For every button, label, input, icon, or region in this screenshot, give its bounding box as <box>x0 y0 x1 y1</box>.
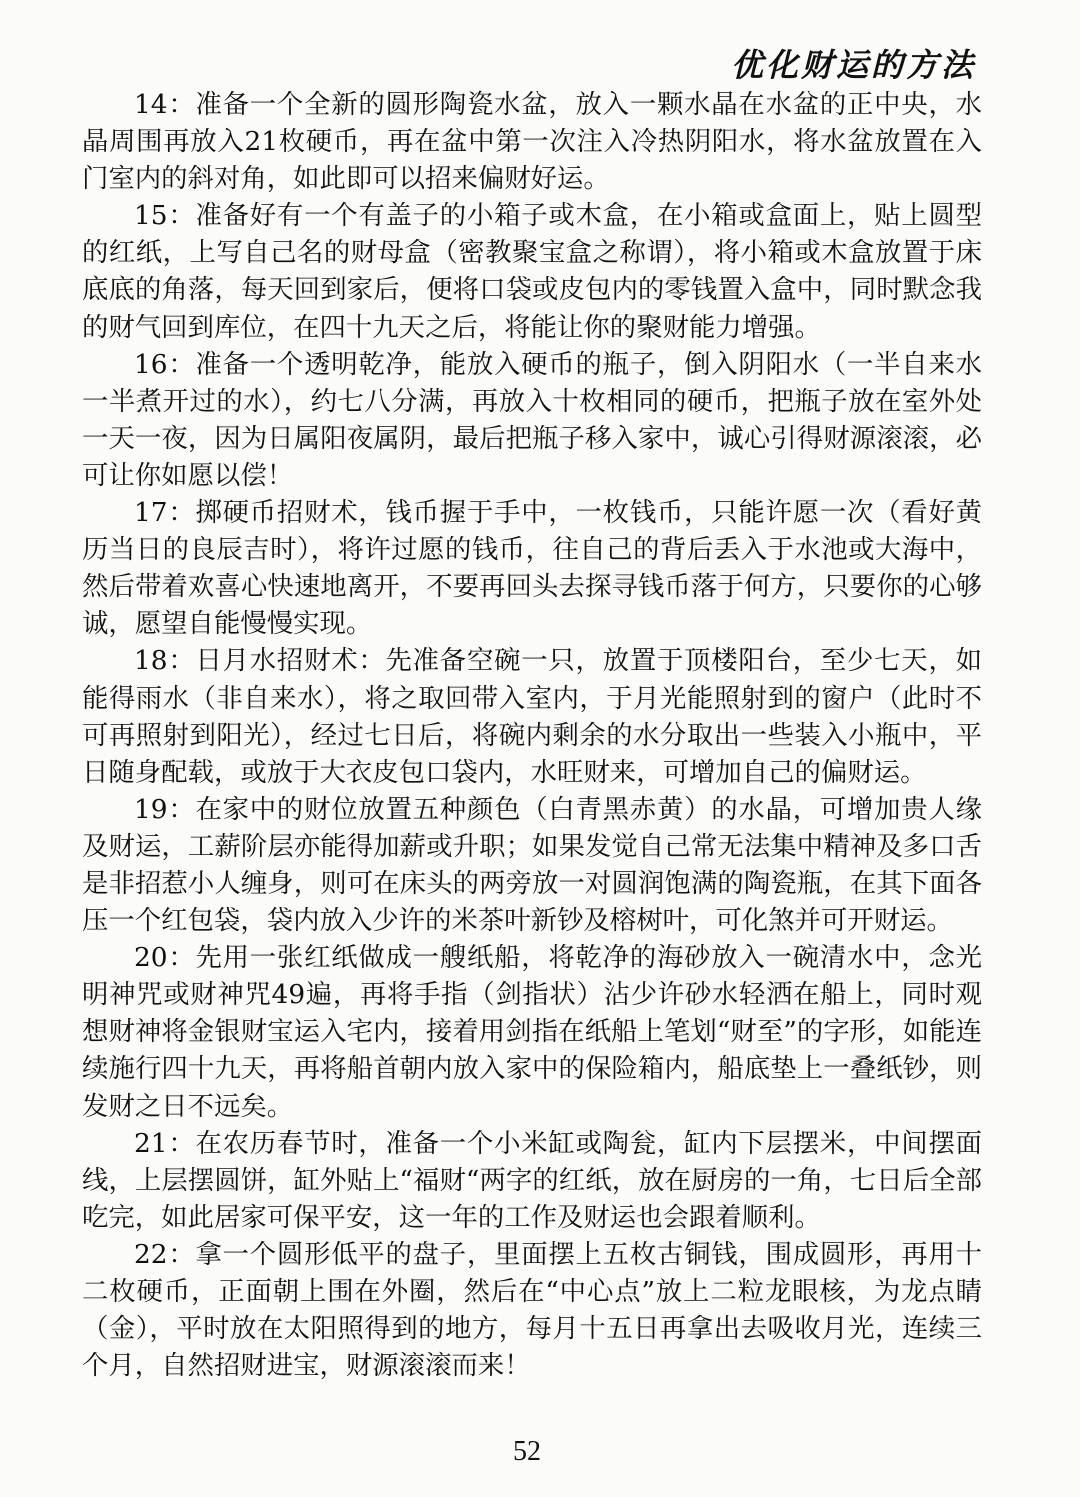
paragraph-19: 19：在家中的财位放置五种颜色（白青黑赤黄）的水晶，可增加贵人缘及财运，工薪阶层亦能得加薪或升职；如果发觉自己常无法集中精神及多口舌是非招惹小人缠身，则可在床头的两旁放一对圆润饱满的陶瓷瓶，在其下面各压一个红包袋，袋内放入少许的米茶叶新钞及榕树叶，可化煞并可开财运。 <box>82 793 982 937</box>
paragraph-14: 14：准备一个全新的圆形陶瓷水盆，放入一颗水晶在水盆的正中央，水晶周围再放入21枚硬币，再在盆中第一次注入冷热阴阳水，将水盆放置在入门室内的斜对角，如此即可以招来偏财好运。 <box>82 89 982 195</box>
paragraph-22: 22：拿一个圆形低平的盘子，里面摆上五枚古铜钱，围成圆形，再用十二枚硬币，正面朝上围在外圈，然后在“中心点”放上二粒龙眼核，为龙点睛（金），平时放在太阳照得到的地方，每月十五日再拿出去吸收月光，连续三个月，自然招财进宝，财源滚滚而来！ <box>82 1238 982 1382</box>
running-header: 优化财运的方法 <box>730 46 976 84</box>
paragraph-20: 20：先用一张红纸做成一艘纸船，将乾净的海砂放入一碗清水中，念光明神咒或财神咒49遍，再将手指（剑指状）沾少许砂水轻洒在船上，同时观想财神将金银财宝运入宅内，接着用剑指在纸船上笔划“财至”的字形，如能连续施行四十九天，再将船首朝内放入家中的保险箱内，船底垫上一叠纸钞，则发财之日不远矣。 <box>82 942 982 1122</box>
paragraph-15: 15：准备好有一个有盖子的小箱子或木盒，在小箱或盒面上，贴上圆型的红纸，上写自己名的财母盒（密教聚宝盒之称谓），将小箱或木盒放置于床底底的角落，每天回到家后，便将口袋或皮包内的零钱置入盒中，同时默念我的财气回到库位，在四十九天之后，将能让你的聚财能力增强。 <box>82 200 982 343</box>
paragraph-18: 18：日月水招财术：先准备空碗一只，放置于顶楼阳台，至少七天，如能得雨水（非自来水），将之取回带入室内，于月光能照射到的窗户（此时不可再照射到阳光），经过七日后，将碗内剩余的水分取出一些装入小瓶中，平日随身配载，或放于大衣皮包口袋内，水旺财来，可增加自己的偏财运。 <box>82 645 982 788</box>
paragraph-17: 17：掷硬币招财术，钱币握于手中，一枚钱币，只能许愿一次（看好黄历当日的良辰吉时），将许过愿的钱币，往自己的背后丢入于水池或大海中，然后带着欢喜心快速地离开，不要再回头去探寻钱币落于何方，只要你的心够诚，愿望自能慢慢实现。 <box>82 497 982 640</box>
paragraph-21: 21：在农历春节时，准备一个小米缸或陶瓮，缸内下层摆米，中间摆面线，上层摆圆饼，缸外贴上“福财“两字的红纸，放在厨房的一角，七日后全部吃完，如此居家可保平安，这一年的工作及财运也会跟着顺利。 <box>82 1127 982 1233</box>
page-number: 52 <box>513 1436 541 1467</box>
paragraph-16: 16：准备一个透明乾净，能放入硬币的瓶子，倒入阴阳水（一半自来水一半煮开过的水），约七八分满，再放入十枚相同的硬币，把瓶子放在室外处一天一夜，因为日属阳夜属阴，最后把瓶子移入家中，诚心引得财源滚滚，必可让你如愿以偿！ <box>82 348 982 491</box>
body-text <box>82 86 982 1384</box>
